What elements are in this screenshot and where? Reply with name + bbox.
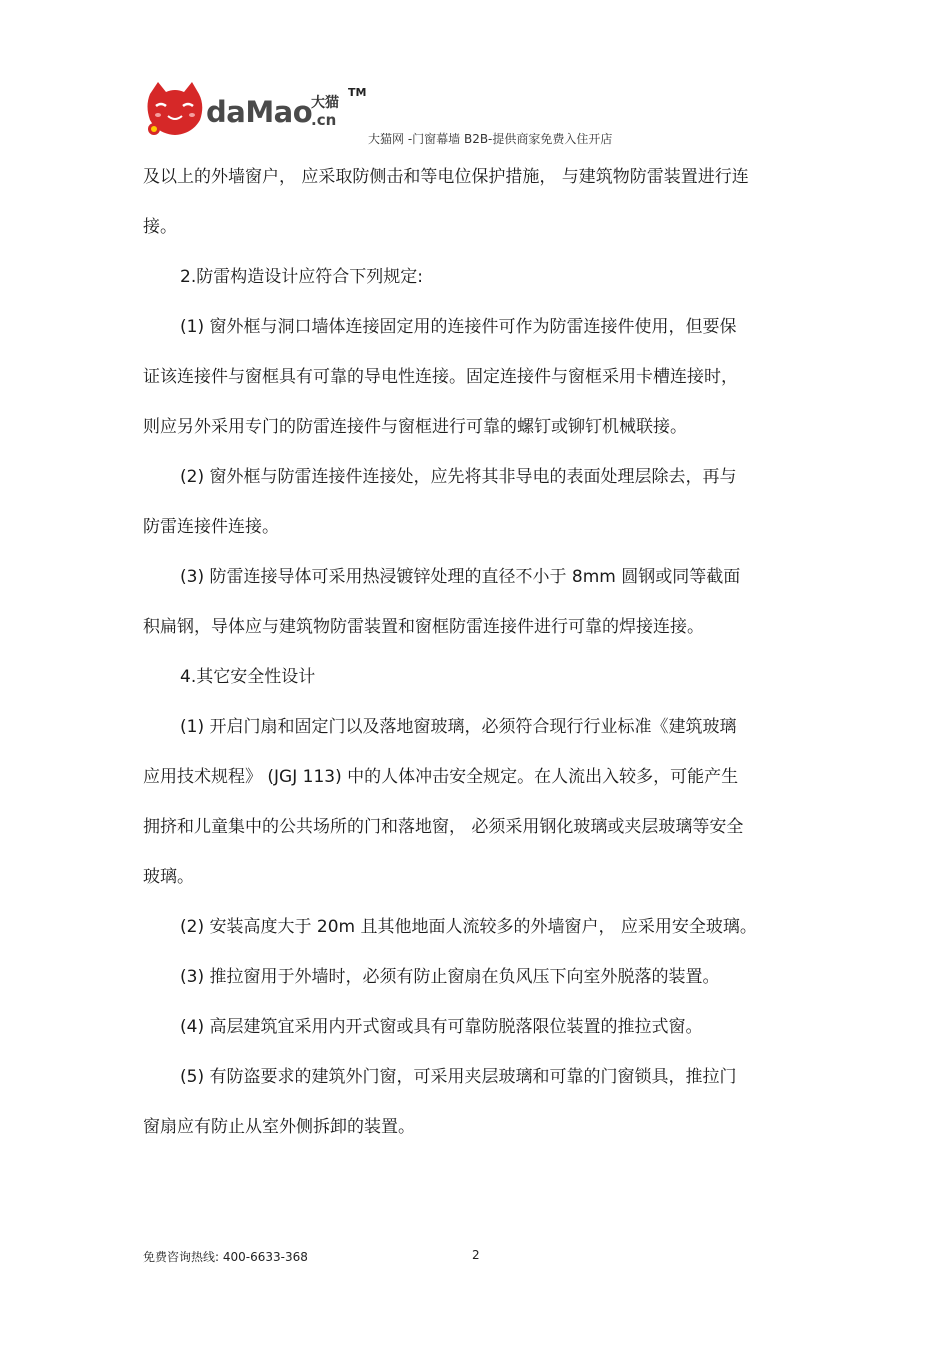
text-line: 玻璃。 xyxy=(143,867,194,887)
text-line: 及以上的外墙窗户， 应采取防侧击和等电位保护措施， 与建筑物防雷装置进行连 xyxy=(143,167,749,187)
text-line: (2) 窗外框与防雷连接件连接处，应先将其非导电的表面处理层除去，再与 xyxy=(180,467,737,487)
text-line: 4.其它安全性设计 xyxy=(180,667,316,687)
text-line: (3) 防雷连接导体可采用热浸镀锌处理的直径不小于 8mm 圆钢或同等截面 xyxy=(180,567,741,587)
text-line: 接。 xyxy=(143,217,177,237)
text-line: (4) 高层建筑宜采用内开式窗或具有可靠防脱落限位装置的推拉式窗。 xyxy=(180,1017,703,1037)
trademark-symbol: TM xyxy=(348,86,367,99)
text-line: 拥挤和儿童集中的公共场所的门和落地窗， 必须采用钢化玻璃或夹层玻璃等安全 xyxy=(143,817,744,837)
text-line: 证该连接件与窗框具有可靠的导电性连接。固定连接件与窗框采用卡槽连接时， xyxy=(143,367,738,387)
header-tagline: 大猫网 -门窗幕墙 B2B-提供商家免费入住开店 xyxy=(368,132,613,146)
text-line: 防雷连接件连接。 xyxy=(143,517,279,537)
text-line: (5) 有防盗要求的建筑外门窗，可采用夹层玻璃和可靠的门窗锁具，推拉门 xyxy=(180,1067,737,1087)
logo-chinese-name: 大猫 xyxy=(311,95,339,111)
text-line: (1) 窗外框与洞口墙体连接固定用的连接件可作为防雷连接件使用，但要保 xyxy=(180,317,737,337)
page-header xyxy=(140,78,820,148)
document-body xyxy=(143,152,808,1152)
cat-mascot-icon xyxy=(144,80,206,140)
text-line: 窗扇应有防止从室外侧拆卸的装置。 xyxy=(143,1117,415,1137)
text-line: (2) 安装高度大于 20m 且其他地面人流较多的外墙窗户， 应采用安全玻璃。 xyxy=(180,917,757,937)
text-line: (1) 开启门扇和固定门以及落地窗玻璃，必须符合现行行业标准《建筑玻璃 xyxy=(180,717,737,737)
hotline-text: 免费咨询热线: 400-6633-368 xyxy=(143,1250,308,1264)
text-line: 积扁钢，导体应与建筑物防雷装置和窗框防雷连接件进行可靠的焊接连接。 xyxy=(143,617,704,637)
damao-logo[interactable] xyxy=(140,78,380,144)
text-line: 2.防雷构造设计应符合下列规定: xyxy=(180,267,423,287)
page-number: 2 xyxy=(472,1248,480,1262)
text-line: 应用技术规程》 (JGJ 113) 中的人体冲击安全规定。在人流出入较多，可能产生 xyxy=(143,767,739,787)
text-line: (3) 推拉窗用于外墙时，必须有防止窗扇在负风压下向室外脱落的装置。 xyxy=(180,967,720,987)
logo-domain-suffix: .cn xyxy=(311,111,337,129)
logo-wordmark: daMao xyxy=(206,95,313,129)
text-line: 则应另外采用专门的防雷连接件与窗框进行可靠的螺钉或铆钉机械联接。 xyxy=(143,417,687,437)
